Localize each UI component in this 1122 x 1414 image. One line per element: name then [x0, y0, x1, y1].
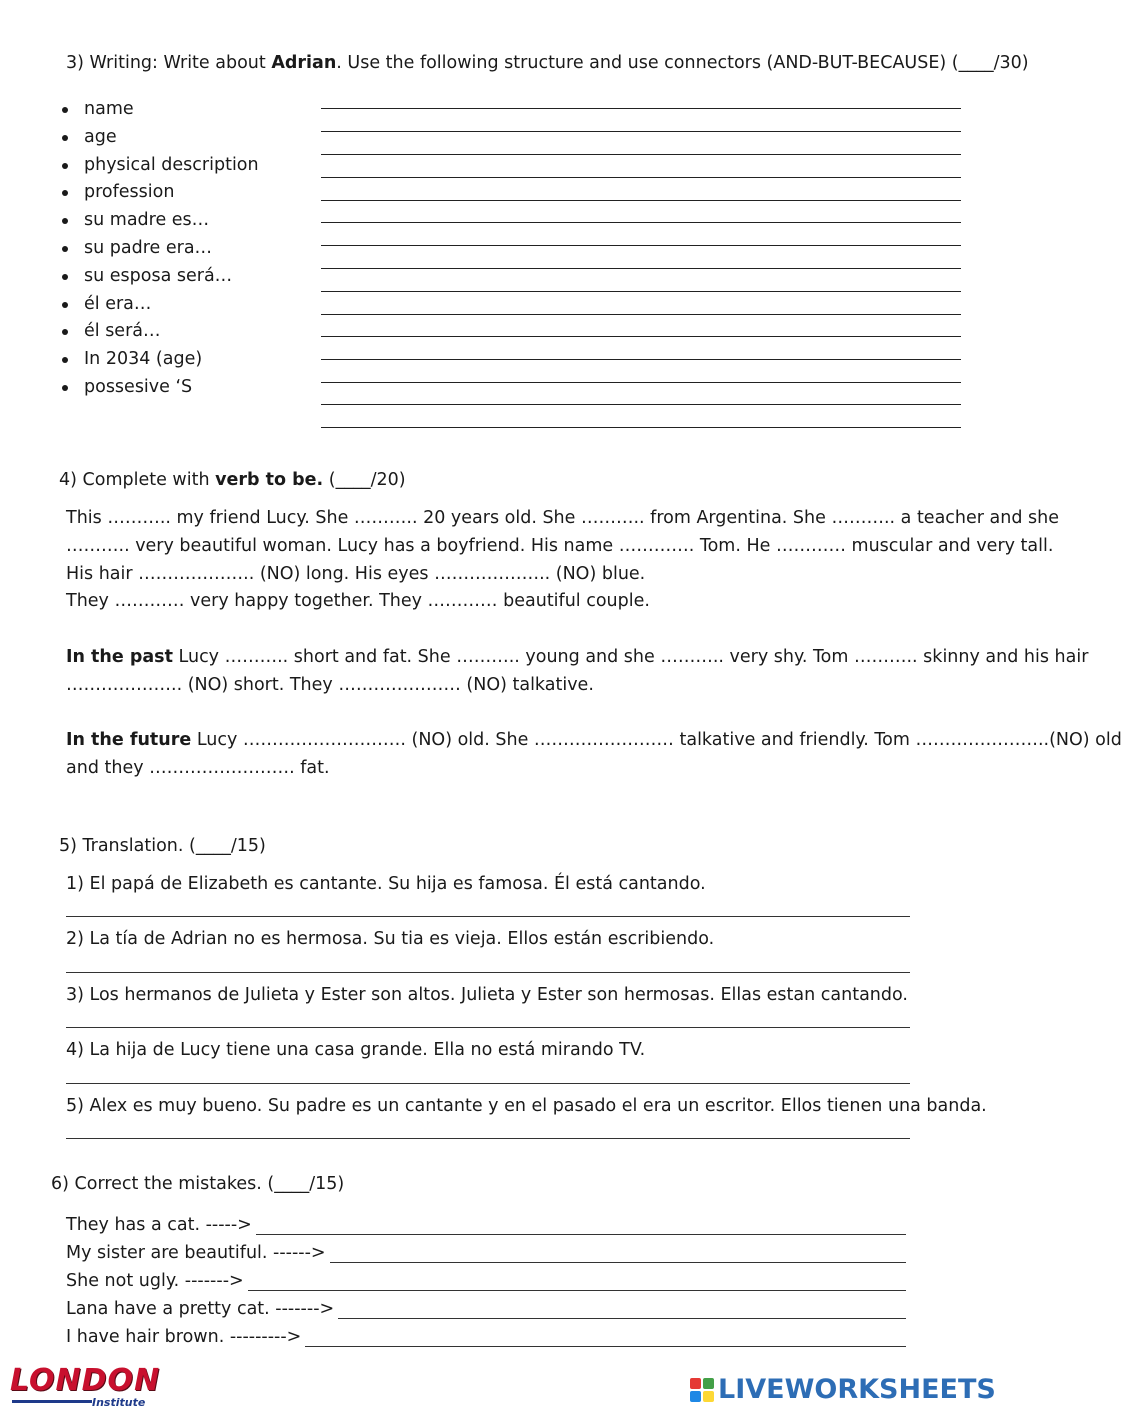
paragraph-line: This ……….. my friend Lucy. She ……….. 20 years old. She ……….. from Argentina. She ……….. a teacher and she	[66, 508, 1059, 528]
liveworksheets-cube-icon	[690, 1378, 714, 1402]
structure-list	[62, 96, 259, 402]
section3-title-text: 3) Writing: Write about	[66, 53, 272, 73]
paragraph-line: His hair ……………….. (NO) long. His eyes ……………….. (NO) blue.	[66, 563, 646, 584]
structure-item: name	[62, 96, 259, 124]
correction-row	[66, 1293, 906, 1319]
writing-line[interactable]	[321, 359, 961, 360]
writing-line[interactable]	[321, 268, 961, 269]
translation-sentence: 2) La tía de Adrian no es hermosa. Su tia es vieja. Ellos están escribiendo.	[66, 929, 715, 949]
section6-title: 6) Correct the mistakes. (____/15)	[51, 1174, 345, 1194]
correction-answer-line[interactable]	[256, 1216, 906, 1235]
mistake-sentence: I have hair brown. --------->	[66, 1327, 302, 1347]
paragraph-line	[66, 727, 1122, 755]
structure-item: profession	[62, 179, 259, 207]
paragraph-line	[66, 644, 1089, 672]
structure-item: possesive ‘S	[62, 374, 259, 402]
past-label: In the past	[66, 647, 173, 667]
section5-title: 5) Translation. (____/15)	[59, 836, 266, 856]
correction-row	[66, 1321, 906, 1347]
structure-item: physical description	[62, 152, 259, 180]
paragraph-line: They ………… very happy together. They ………… beautiful couple.	[66, 591, 650, 612]
future-label: In the future	[66, 730, 192, 750]
translation-answer-line[interactable]	[66, 972, 910, 973]
section4-title-text: 4) Complete with	[59, 470, 216, 490]
translation-sentence: 1) El papá de Elizabeth es cantante. Su hija es famosa. Él está cantando.	[66, 874, 706, 894]
london-logo-bar	[12, 1400, 92, 1403]
writing-line[interactable]	[321, 404, 961, 405]
section3-title-text-2: . Use the following structure and use connectors (AND-BUT-BECAUSE) (____/30)	[336, 53, 1029, 73]
translation-sentence: 3) Los hermanos de Julieta y Ester son altos. Julieta y Ester son hermosas. Ellas estan cantando.	[66, 985, 908, 1005]
structure-item: su padre era…	[62, 235, 259, 263]
mistake-sentence: Lana have a pretty cat. ------->	[66, 1299, 335, 1319]
section3-title	[66, 53, 1029, 73]
correction-answer-line[interactable]	[338, 1300, 906, 1319]
mistake-sentence: My sister are beautiful. ------>	[66, 1243, 326, 1263]
correction-row	[66, 1209, 906, 1235]
structure-item: su esposa será…	[62, 263, 259, 291]
writing-line[interactable]	[321, 200, 961, 201]
mistake-sentence: They has a cat. ----->	[66, 1215, 252, 1235]
liveworksheets-logo	[690, 1374, 996, 1405]
correction-row	[66, 1237, 906, 1263]
writing-line[interactable]	[321, 427, 961, 428]
writing-line[interactable]	[321, 222, 961, 223]
writing-line[interactable]	[321, 177, 961, 178]
paragraph-line: and they ……………………. fat.	[66, 757, 330, 778]
section3-title-bold: Adrian	[271, 53, 337, 73]
paragraph-text: Lucy ………………………. (NO) old. She …………………… talkative and friendly. Tom …………………..(NO) old	[191, 730, 1122, 750]
writing-line[interactable]	[321, 336, 961, 337]
mistake-sentence: She not ugly. ------->	[66, 1271, 244, 1291]
writing-line[interactable]	[321, 291, 961, 292]
london-institute-logo	[10, 1363, 161, 1409]
translation-answer-line[interactable]	[66, 1138, 910, 1139]
writing-line[interactable]	[321, 131, 961, 132]
translation-sentence: 4) La hija de Lucy tiene una casa grande. Ella no está mirando TV.	[66, 1040, 646, 1060]
writing-line[interactable]	[321, 245, 961, 246]
translation-answer-line[interactable]	[66, 1027, 910, 1028]
correction-row	[66, 1265, 906, 1291]
writing-line[interactable]	[321, 382, 961, 383]
structure-item: él será…	[62, 318, 259, 346]
correction-answer-line[interactable]	[248, 1272, 906, 1291]
paragraph-line: ……….. very beautiful woman. Lucy has a boyfriend. His name …………. Tom. He ………… muscular and very tall.	[66, 535, 1054, 556]
paragraph-line: ……………….. (NO) short. They ………………… (NO) talkative.	[66, 674, 594, 695]
section4-title-bold: verb to be.	[215, 470, 324, 490]
structure-item: él era…	[62, 291, 259, 319]
structure-item: su madre es…	[62, 207, 259, 235]
translation-answer-line[interactable]	[66, 916, 910, 917]
translation-answer-line[interactable]	[66, 1083, 910, 1084]
paragraph-text: Lucy ……….. short and fat. She ……….. young and she ……….. very shy. Tom ……….. skinny and his hair	[172, 647, 1089, 667]
london-logo-word: LONDON	[10, 1363, 161, 1398]
liveworksheets-word: LIVEWORKSHEETS	[718, 1374, 996, 1405]
writing-line[interactable]	[321, 108, 961, 109]
structure-item: age	[62, 124, 259, 152]
paragraph-future	[66, 727, 1122, 783]
writing-line[interactable]	[321, 314, 961, 315]
translation-sentence: 5) Alex es muy bueno. Su padre es un cantante y en el pasado el era un escritor. Ellos tienen una banda.	[66, 1096, 987, 1116]
paragraph-present	[66, 505, 1059, 616]
section4-title-text-2: (____/20)	[323, 470, 406, 490]
section4-title	[59, 470, 406, 490]
paragraph-past	[66, 644, 1089, 700]
structure-item: In 2034 (age)	[62, 346, 259, 374]
correction-answer-line[interactable]	[305, 1328, 906, 1347]
correction-answer-line[interactable]	[330, 1244, 906, 1263]
london-logo-institute: Institute	[92, 1396, 146, 1409]
writing-line[interactable]	[321, 154, 961, 155]
